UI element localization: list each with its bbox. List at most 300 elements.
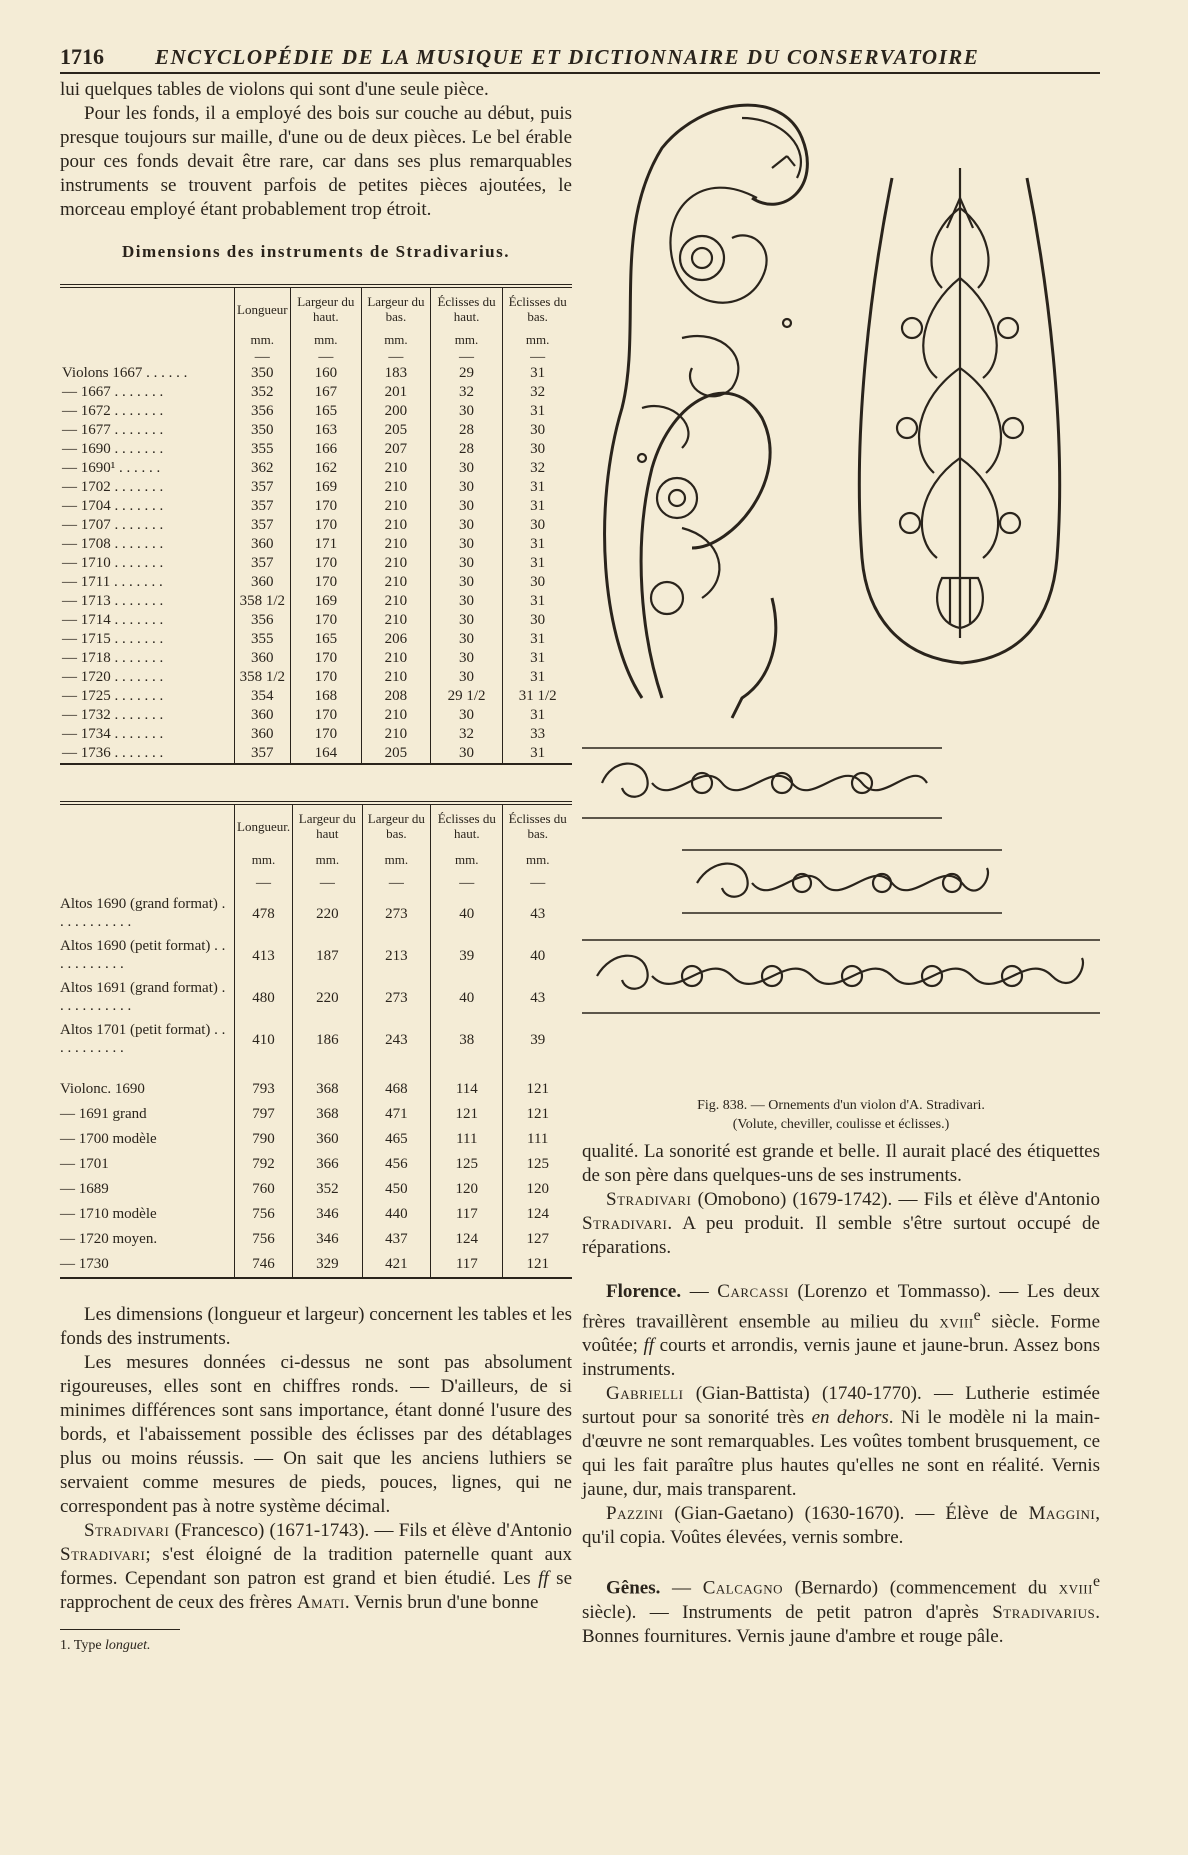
value-cell: 160 — [290, 364, 362, 383]
label-header — [60, 286, 235, 328]
value-cell: 31 — [503, 554, 572, 573]
value-cell: 166 — [290, 440, 362, 459]
table-row — [60, 1202, 572, 1227]
maker-name: Stradivari — [582, 1213, 668, 1234]
row-label: Violons 1667 . . . . . . — [62, 365, 188, 381]
value-cell: 170 — [290, 725, 362, 744]
value-cell: 124 — [503, 1202, 572, 1227]
italic-term: en dehors — [811, 1407, 889, 1429]
table-row — [60, 935, 572, 977]
row-label: Altos 1690 (petit format) . . . . . . . . . . . — [60, 938, 226, 972]
century-sup: e — [973, 1307, 981, 1324]
value-cell: 170 — [290, 497, 362, 516]
omobono-entry — [582, 1188, 1100, 1260]
dash-cell: — — [362, 350, 431, 364]
value-cell: 356 — [235, 611, 291, 630]
value-cell: 170 — [290, 706, 362, 725]
value-cell: 360 — [235, 535, 291, 554]
table-row — [60, 649, 572, 668]
value-cell: 210 — [362, 706, 431, 725]
row-label: — 1713 . . . . . . . — [62, 593, 164, 609]
value-cell: 30 — [430, 611, 503, 630]
intro-paragraph-1: lui quelques tables de violons qui sont d'une seule pièce. — [60, 79, 489, 100]
value-cell: 756 — [235, 1227, 293, 1252]
row-label: Altos 1701 (petit format) . . . . . . . . . . . — [60, 1022, 226, 1056]
value-cell: 346 — [293, 1227, 363, 1252]
coulisse-ornament-2 — [682, 850, 1002, 913]
row-label: — 1710 modèle — [60, 1205, 157, 1222]
maker-name: Stradivarius — [992, 1601, 1096, 1623]
value-cell: 117 — [431, 1202, 503, 1227]
city-heading: Gênes. — [606, 1577, 661, 1599]
value-cell: 30 — [430, 478, 503, 497]
caption-line-1: Fig. 838. — Ornements d'un violon d'A. Stradivari. — [697, 1098, 985, 1113]
century-sup: e — [1092, 1573, 1100, 1591]
unit-cell: mm. — [235, 328, 291, 350]
value-cell: 440 — [362, 1202, 431, 1227]
row-label: — 1720 . . . . . . . — [62, 669, 164, 685]
value-cell: 358 1/2 — [235, 668, 291, 687]
altos-cellos-dimensions-table — [60, 801, 572, 1279]
table-body — [60, 845, 572, 1278]
measures-note: Les mesures données ci-dessus ne sont pas absolument rigoureuses, elles sont en chiffres ronds. — D'ailleurs, de si minimes différences sont sans importance, étant donné l'usure des bords, et l'abaissement possible des éclisses par des détablages plus ou moins réussis. — On sait que les anciens luthiers se servaient comme mesures de pieds, pouces, lignes, qui ne correspondent pas à notre système décimal. — [60, 1352, 572, 1517]
value-cell: 210 — [362, 535, 431, 554]
value-cell: 33 — [503, 725, 572, 744]
value-cell: 125 — [503, 1152, 572, 1177]
label-cell — [60, 873, 235, 893]
value-cell: 30 — [430, 459, 503, 478]
entry-text: . A peu produit. Il semble s'être surtout occupé de réparations. — [582, 1213, 1100, 1258]
value-cell: 114 — [431, 1077, 503, 1102]
row-label: — 1715 . . . . . . . — [62, 631, 164, 647]
value-cell: 468 — [362, 1077, 431, 1102]
dash-cell: — — [503, 873, 572, 893]
value-cell: 30 — [503, 421, 572, 440]
table-row — [60, 725, 572, 744]
row-label: — 1700 modèle — [60, 1130, 157, 1147]
value-cell: 30 — [503, 516, 572, 535]
value-cell: 360 — [235, 725, 291, 744]
value-cell: 220 — [293, 893, 363, 935]
value-cell: 30 — [430, 402, 503, 421]
value-cell: 360 — [235, 649, 291, 668]
value-cell: 169 — [290, 478, 362, 497]
value-cell: 40 — [503, 935, 572, 977]
entry-text: (Gian-Gaetano) (1630-1670). — Élève de — [663, 1503, 1029, 1525]
entry-text: siècle). — Instruments de petit patron d'après — [582, 1601, 993, 1623]
row-label: — 1718 . . . . . . . — [62, 650, 164, 666]
stradivari-ornaments-illustration — [582, 78, 1100, 1088]
caption-line-2: (Volute, cheviller, coulisse et éclisses.) — [732, 1117, 950, 1132]
value-cell: 243 — [362, 1019, 431, 1061]
value-cell: 187 — [293, 935, 363, 977]
table-row — [60, 1152, 572, 1177]
right-column — [582, 78, 1100, 1649]
value-cell: 350 — [235, 421, 291, 440]
value-cell: 31 — [503, 630, 572, 649]
col-header: Éclisses du haut. — [430, 286, 503, 328]
figure-caption — [582, 1096, 1100, 1134]
spacer-cell — [293, 1061, 363, 1077]
value-cell: 40 — [431, 977, 503, 1019]
gabrielli-entry — [582, 1382, 1100, 1502]
units-row — [60, 845, 572, 873]
table-row — [60, 1102, 572, 1127]
value-cell: 746 — [235, 1252, 293, 1278]
value-cell: 210 — [362, 725, 431, 744]
value-cell: 210 — [362, 668, 431, 687]
unit-cell: mm. — [503, 845, 572, 873]
dash-cell: — — [503, 350, 572, 364]
francesco-continuation: qualité. La sonorité est grande et belle. Il aurait placé des étiquettes de son père dans quelques-uns de ses instruments. — [582, 1141, 1100, 1186]
col-header: Éclisses du bas. — [503, 803, 572, 845]
table-row — [60, 459, 572, 478]
francesco-entry — [60, 1519, 572, 1615]
value-cell: 210 — [362, 459, 431, 478]
table-row — [60, 1127, 572, 1152]
value-cell: 40 — [431, 893, 503, 935]
value-cell: 355 — [235, 630, 291, 649]
running-title: ENCYCLOPÉDIE DE LA MUSIQUE ET DICTIONNAIRE DU CONSERVATOIRE — [155, 45, 980, 69]
ff-term: ff — [643, 1335, 655, 1357]
row-label: — 1677 . . . . . . . — [62, 422, 164, 438]
value-cell: 111 — [431, 1127, 503, 1152]
value-cell: 125 — [431, 1152, 503, 1177]
entry-text: (Bernardo) (commencement du — [782, 1577, 1059, 1599]
value-cell: 32 — [503, 383, 572, 402]
footnote-rule — [60, 1629, 180, 1630]
value-cell: 465 — [362, 1127, 431, 1152]
table-row — [60, 478, 572, 497]
dash-cell: — — [235, 873, 293, 893]
value-cell: 31 — [503, 402, 572, 421]
value-cell: 121 — [503, 1102, 572, 1127]
century: xviii — [939, 1311, 974, 1333]
value-cell: 456 — [362, 1152, 431, 1177]
page-number: 1716 — [60, 44, 104, 69]
unit-cell: mm. — [235, 845, 293, 873]
value-cell: 30 — [430, 497, 503, 516]
table-row — [60, 573, 572, 592]
col-header: Largeur du bas. — [362, 286, 431, 328]
entry-text: ; s'est éloigné de la tradition paternelle quant aux formes. Cependant son patron est grand et bien étudié. Les — [60, 1544, 572, 1589]
table-row — [60, 440, 572, 459]
entry-text: . Ni le modèle ni la main-d'œuvre ne sont remarquables. Les voûtes tombent brusquement, ce qui les fait paraître plus hautes qu'elles ne sont en réalité. Vernis jaune, dur, mais transparent. — [582, 1407, 1101, 1501]
table-title: Dimensions des instruments de Stradivarius. — [121, 242, 510, 261]
col-header: Longueur. — [235, 803, 293, 845]
spacer-cell — [60, 1061, 235, 1077]
value-cell: 30 — [430, 630, 503, 649]
value-cell: 38 — [431, 1019, 503, 1061]
table-row — [60, 630, 572, 649]
value-cell: 210 — [362, 478, 431, 497]
footnote-text: Type — [73, 1638, 106, 1653]
unit-cell: mm. — [290, 328, 362, 350]
dash-cell: — — [362, 873, 431, 893]
value-cell: 43 — [503, 893, 572, 935]
value-cell: 346 — [293, 1202, 363, 1227]
entry-text: (Omobono) (1679-1742). — Fils et élève d'Antonio — [691, 1189, 1100, 1210]
value-cell: 31 — [503, 535, 572, 554]
unit-cell: mm. — [431, 845, 503, 873]
left-column — [60, 78, 572, 1654]
entry-text: (Lorenzo et Tommasso). — Les deux frères travaillèrent ensemble au milieu du — [582, 1281, 1100, 1333]
table-row — [60, 402, 572, 421]
value-cell: 30 — [503, 573, 572, 592]
value-cell: 164 — [290, 744, 362, 764]
dash-cell: — — [430, 350, 503, 364]
entry-text: (Gian-Battista) (1740-1770). — Lutherie estimée surtout pour sa sonorité très — [582, 1383, 1100, 1429]
row-label: Altos 1690 (grand format) . . . . . . . . . . . — [60, 896, 226, 930]
table-row — [60, 554, 572, 573]
value-cell: 208 — [362, 687, 431, 706]
maker-name: Stradivari — [606, 1189, 692, 1210]
value-cell: 28 — [430, 421, 503, 440]
row-label: — 1667 . . . . . . . — [62, 384, 164, 400]
value-cell: 352 — [293, 1177, 363, 1202]
value-cell: 357 — [235, 516, 291, 535]
value-cell: 792 — [235, 1152, 293, 1177]
table-row — [60, 421, 572, 440]
spacer-cell — [503, 1061, 572, 1077]
value-cell: 170 — [290, 573, 362, 592]
entry-text: , qu'il copia. Voûtes élevées, vernis sombre. — [582, 1503, 1100, 1549]
spacer-cell — [362, 1061, 431, 1077]
value-cell: 410 — [235, 1019, 293, 1061]
row-label: — 1702 . . . . . . . — [62, 479, 164, 495]
spacer-row — [60, 1061, 572, 1077]
value-cell: 43 — [503, 977, 572, 1019]
table-header-row — [60, 803, 572, 845]
value-cell: 28 — [430, 440, 503, 459]
value-cell: 30 — [430, 535, 503, 554]
value-cell: 273 — [362, 893, 431, 935]
table-header-row — [60, 286, 572, 328]
volute-ornament — [605, 105, 808, 718]
value-cell: 355 — [235, 440, 291, 459]
col-header: Largeur du bas. — [362, 803, 431, 845]
row-label: Altos 1691 (grand format) . . . . . . . . . . . — [60, 980, 226, 1014]
century: xviii — [1058, 1577, 1093, 1599]
figure-838 — [582, 78, 1100, 1140]
value-cell: 205 — [362, 744, 431, 764]
value-cell: 167 — [290, 383, 362, 402]
value-cell: 171 — [290, 535, 362, 554]
value-cell: 450 — [362, 1177, 431, 1202]
table-row — [60, 516, 572, 535]
dash-cell: — — [290, 350, 362, 364]
value-cell: 352 — [235, 383, 291, 402]
row-label: — 1720 moyen. — [60, 1230, 158, 1247]
row-label: — 1725 . . . . . . . — [62, 688, 164, 704]
spacer-cell — [235, 1061, 293, 1077]
maker-name: Stradivari — [84, 1520, 170, 1541]
table-body — [60, 328, 572, 764]
col-header: Largeur du haut — [293, 803, 363, 845]
value-cell: 213 — [362, 935, 431, 977]
value-cell: 368 — [293, 1102, 363, 1127]
value-cell: 30 — [430, 573, 503, 592]
value-cell: 186 — [293, 1019, 363, 1061]
col-header: Éclisses du haut. — [431, 803, 503, 845]
value-cell: 350 — [235, 364, 291, 383]
table-row — [60, 668, 572, 687]
entry-text: courts et arrondis, vernis jaune et jaune-brun. Assez bons instruments. — [582, 1335, 1100, 1381]
table-row — [60, 364, 572, 383]
table-row — [60, 744, 572, 764]
col-header: Largeur du haut. — [290, 286, 362, 328]
value-cell: 31 — [503, 497, 572, 516]
value-cell: 165 — [290, 402, 362, 421]
value-cell: 360 — [293, 1127, 363, 1152]
col-header: Éclisses du bas. — [503, 286, 572, 328]
value-cell: 39 — [503, 1019, 572, 1061]
value-cell: 357 — [235, 478, 291, 497]
value-cell: 120 — [503, 1177, 572, 1202]
maker-name: Gabrielli — [606, 1383, 684, 1405]
value-cell: 127 — [503, 1227, 572, 1252]
label-cell — [60, 845, 235, 873]
value-cell: 357 — [235, 554, 291, 573]
value-cell: 357 — [235, 744, 291, 764]
value-cell: 210 — [362, 554, 431, 573]
rib-ornament — [582, 940, 1100, 1013]
value-cell: 357 — [235, 497, 291, 516]
spacer-cell — [431, 1061, 503, 1077]
value-cell: 358 1/2 — [235, 592, 291, 611]
row-label: — 1701 — [60, 1155, 109, 1172]
entry-text: (Francesco) (1671-1743). — Fils et élève d'Antonio — [169, 1520, 572, 1541]
violins-dimensions-table — [60, 284, 572, 765]
value-cell: 329 — [293, 1252, 363, 1278]
value-cell: 170 — [290, 668, 362, 687]
label-cell — [60, 350, 235, 364]
value-cell: 30 — [430, 668, 503, 687]
entry-text: . Bonnes fournitures. Vernis jaune d'ambre et rouge pâle. — [582, 1601, 1100, 1647]
value-cell: 163 — [290, 421, 362, 440]
table-row — [60, 1077, 572, 1102]
value-cell: 31 — [503, 649, 572, 668]
maker-name: Amati — [296, 1592, 345, 1613]
value-cell: 31 — [503, 706, 572, 725]
footnote-italic: longuet. — [105, 1638, 151, 1653]
value-cell: 32 — [503, 459, 572, 478]
value-cell: 170 — [290, 554, 362, 573]
value-cell: 368 — [293, 1077, 363, 1102]
table-row — [60, 383, 572, 402]
value-cell: 480 — [235, 977, 293, 1019]
value-cell: 168 — [290, 687, 362, 706]
value-cell: 200 — [362, 402, 431, 421]
intro-paragraph-2: Pour les fonds, il a employé des bois sur couche au début, puis presque toujours sur maille, d'une ou de deux pièces. Le bel érable pour ces fonds devait être rare, car dans ses plus remarquables instruments se trouvent parfois de petites pièces ajoutées, le morceau employé étant probablement trop étroit. — [60, 103, 572, 220]
table-row — [60, 1177, 572, 1202]
row-label: — 1707 . . . . . . . — [62, 517, 164, 533]
value-cell: 210 — [362, 649, 431, 668]
value-cell: 797 — [235, 1102, 293, 1127]
value-cell: 30 — [430, 744, 503, 764]
value-cell: 360 — [235, 573, 291, 592]
pazzini-entry — [582, 1502, 1100, 1550]
table-row — [60, 1019, 572, 1061]
dash-cell: — — [431, 873, 503, 893]
unit-cell: mm. — [293, 845, 363, 873]
row-label: — 1672 . . . . . . . — [62, 403, 164, 419]
value-cell: 121 — [503, 1252, 572, 1278]
value-cell: 362 — [235, 459, 291, 478]
value-cell: 111 — [503, 1127, 572, 1152]
unit-cell: mm. — [503, 328, 572, 350]
value-cell: 210 — [362, 592, 431, 611]
pegbox-ornament — [859, 168, 1059, 663]
value-cell: 39 — [431, 935, 503, 977]
value-cell: 170 — [290, 649, 362, 668]
unit-cell: mm. — [362, 845, 431, 873]
value-cell: 32 — [430, 383, 503, 402]
label-cell — [60, 328, 235, 350]
value-cell: 30 — [503, 611, 572, 630]
entry-text: se rapprochent de ceux des frères — [60, 1568, 573, 1613]
value-cell: 207 — [362, 440, 431, 459]
value-cell: 354 — [235, 687, 291, 706]
value-cell: 31 — [503, 592, 572, 611]
maker-name: Pazzini — [606, 1503, 664, 1525]
footnote — [60, 1638, 572, 1654]
entry-text: . Vernis brun d'une bonne — [344, 1592, 539, 1613]
value-cell: 31 1/2 — [503, 687, 572, 706]
value-cell: 478 — [235, 893, 293, 935]
florence-entry — [582, 1280, 1100, 1382]
value-cell: 30 — [430, 592, 503, 611]
value-cell: 170 — [290, 611, 362, 630]
table-row — [60, 1227, 572, 1252]
dimensions-note: Les dimensions (longueur et largeur) concernent les tables et les fonds des instruments. — [60, 1304, 572, 1349]
value-cell: 471 — [362, 1102, 431, 1127]
dash-cell: — — [235, 350, 291, 364]
value-cell: 273 — [362, 977, 431, 1019]
row-label: — 1732 . . . . . . . — [62, 707, 164, 723]
value-cell: 210 — [362, 573, 431, 592]
value-cell: 437 — [362, 1227, 431, 1252]
value-cell: 121 — [503, 1077, 572, 1102]
row-label: — 1704 . . . . . . . — [62, 498, 164, 514]
row-label: — 1690¹ . . . . . . — [62, 460, 161, 476]
table-row — [60, 706, 572, 725]
unit-cell: mm. — [430, 328, 503, 350]
value-cell: 421 — [362, 1252, 431, 1278]
value-cell: 30 — [430, 554, 503, 573]
value-cell: 356 — [235, 402, 291, 421]
value-cell: 30 — [430, 649, 503, 668]
value-cell: 29 — [430, 364, 503, 383]
value-cell: 162 — [290, 459, 362, 478]
value-cell: 201 — [362, 383, 431, 402]
label-header — [60, 803, 235, 845]
entry-text: — — [660, 1577, 703, 1599]
table-row — [60, 592, 572, 611]
row-label: — 1736 . . . . . . . — [62, 745, 164, 761]
entry-text: — — [681, 1281, 718, 1302]
col-header: Longueur — [235, 286, 291, 328]
ff-term: ff — [538, 1568, 549, 1589]
table-row — [60, 687, 572, 706]
row-label: — 1691 grand — [60, 1105, 147, 1122]
footnote-number: 1. — [60, 1638, 71, 1653]
value-cell: 206 — [362, 630, 431, 649]
value-cell: 124 — [431, 1227, 503, 1252]
value-cell: 205 — [362, 421, 431, 440]
value-cell: 790 — [235, 1127, 293, 1152]
row-label: — 1714 . . . . . . . — [62, 612, 164, 628]
